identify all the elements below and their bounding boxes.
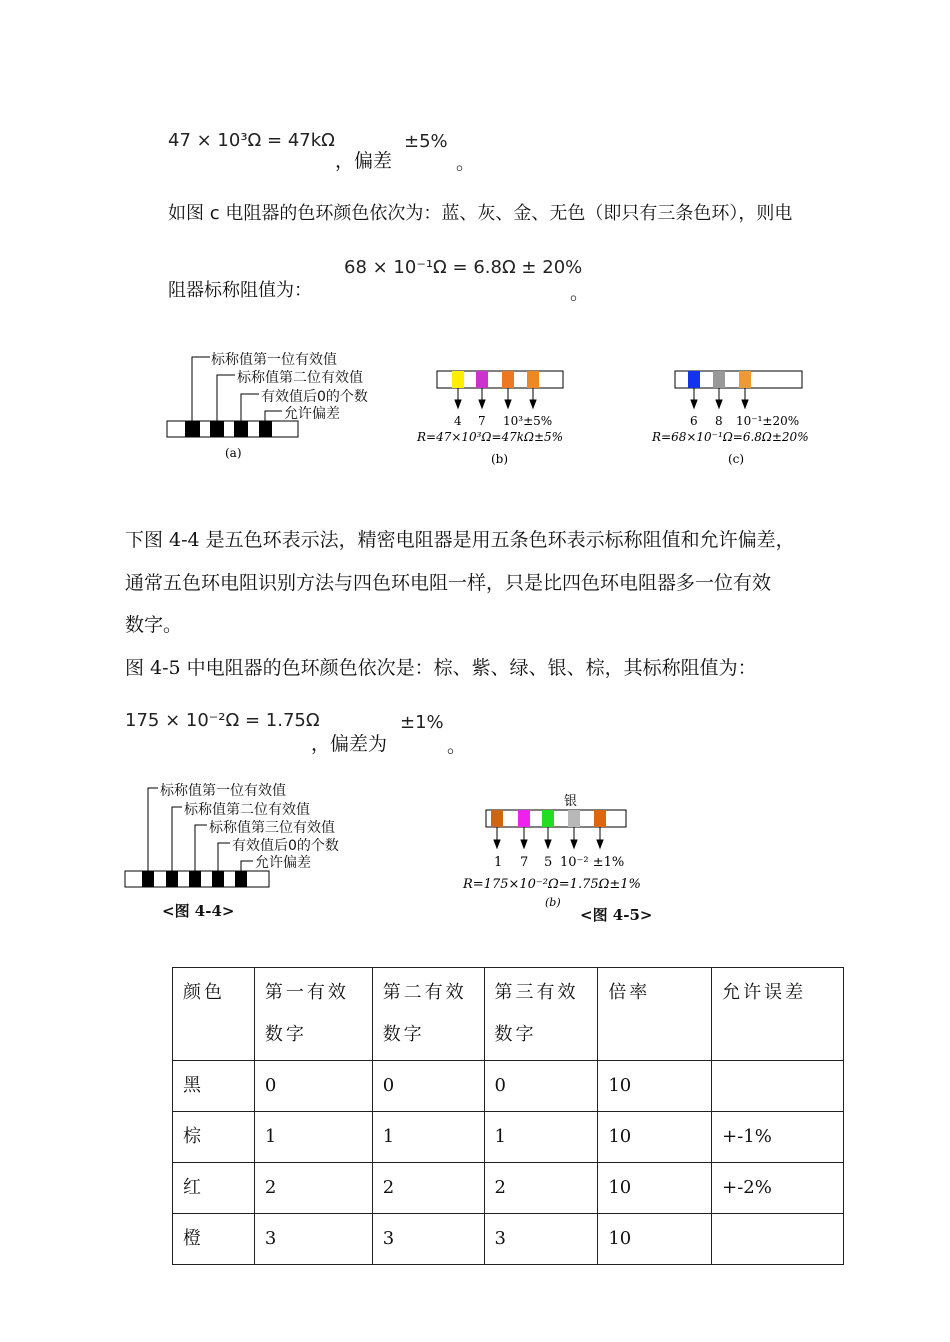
header-digit-1: 第一有效数字	[254, 968, 372, 1061]
table-cell: +-2%	[712, 1163, 844, 1214]
header-digit-2: 第二有效数字	[372, 968, 484, 1061]
fig-c-band-1	[688, 371, 700, 388]
table-cell: 棕	[173, 1112, 255, 1163]
fig-b-band-3	[502, 371, 514, 388]
header-tolerance: 允许误差	[712, 968, 844, 1061]
table-cell: 黑	[173, 1061, 255, 1112]
fig45-band-5	[594, 810, 606, 827]
table-row	[173, 1112, 844, 1163]
header-digit-3: 第三有效数字	[484, 968, 598, 1061]
period: 。	[447, 735, 467, 757]
table-cell: 1	[372, 1112, 484, 1163]
fig45-band-2	[518, 810, 530, 827]
para-five-band-line3: 数字。	[125, 614, 183, 636]
table-cell: 10	[598, 1112, 712, 1163]
fig-a-label-2: 标称值第二位有效值	[237, 370, 363, 386]
table-row	[173, 1163, 844, 1214]
table-cell: 10	[598, 1163, 712, 1214]
table-cell: 3	[484, 1214, 598, 1265]
figure-c	[650, 368, 825, 468]
table-row	[173, 1214, 844, 1265]
fig-b-band-2	[476, 371, 488, 388]
fig-b-digit-3: 10³±5%	[503, 414, 553, 428]
figure-4-5	[460, 790, 650, 910]
para-five-band-line2: 通常五色环电阻识别方法与四色环电阻一样，只是比四色环电阻器多一位有效	[125, 572, 772, 594]
fig-b-digit-2: 7	[478, 414, 486, 428]
table-cell: 0	[254, 1061, 372, 1112]
fig-c-formula: R=68×10⁻¹Ω=6.8Ω±20%	[652, 430, 809, 444]
header-color: 颜色	[173, 968, 255, 1061]
table-cell: 0	[484, 1061, 598, 1112]
para-five-band-line1: 下图 4-4 是五色环表示法，精密电阻器是用五条色环表示标称阻值和允许偏差，	[125, 529, 795, 551]
table-cell: 橙	[173, 1214, 255, 1265]
tolerance-1: ±1%	[400, 712, 444, 733]
table-cell: 10	[598, 1061, 712, 1112]
para-fig-c-line2: 阻器标称阻值为：	[168, 280, 312, 301]
fig-b-digit-1: 4	[454, 414, 462, 428]
fig45-digit-1: 1	[494, 855, 503, 870]
formula-175: 175 × 10⁻²Ω = 1.75Ω	[125, 710, 320, 731]
fig-a-caption: (a)	[225, 446, 242, 460]
fig-c-digit-3: 10⁻¹±20%	[736, 414, 800, 428]
table-cell	[712, 1061, 844, 1112]
period: 。	[570, 282, 590, 304]
fig-b-formula: R=47×10³Ω=47kΩ±5%	[417, 430, 564, 444]
table-cell: 2	[484, 1163, 598, 1214]
fig44-label-4: 有效值后0的个数	[232, 838, 339, 854]
table-cell: 1	[254, 1112, 372, 1163]
table-cell: 红	[173, 1163, 255, 1214]
fig45-caption: <图 4-5>	[580, 906, 653, 924]
fig45-digit-3: 5	[544, 855, 553, 870]
table-cell: 10	[598, 1214, 712, 1265]
color-code-table	[172, 967, 844, 1265]
comma-deviation: ，偏差	[335, 150, 393, 172]
fig44-label-5: 允许偏差	[255, 855, 311, 871]
para-fig-c-line1: 如图 c 电阻器的色环颜色依次为：蓝、灰、金、无色（即只有三条色环），则电	[168, 203, 793, 224]
table-cell: 0	[372, 1061, 484, 1112]
fig-a-label-4: 允许偏差	[284, 406, 340, 422]
header-multiplier: 倍率	[598, 968, 712, 1061]
fig-c-caption: (c)	[728, 452, 745, 466]
fig45-band-1	[491, 810, 503, 827]
table-cell: 2	[254, 1163, 372, 1214]
fig-a-label-3: 有效值后0的个数	[261, 389, 368, 405]
period: 。	[456, 152, 476, 174]
table-row	[173, 1061, 844, 1112]
table-header-row	[173, 968, 844, 1061]
para-fig45-line1: 图 4-5 中电阻器的色环颜色依次是：棕、紫、绿、银、棕，其标称阻值为：	[125, 657, 757, 679]
comma-deviation-2: ，偏差为	[311, 733, 388, 755]
fig-c-band-2	[713, 371, 725, 388]
fig-c-band-3	[739, 371, 751, 388]
table-cell: 3	[254, 1214, 372, 1265]
fig45-band-4	[568, 810, 580, 827]
fig45-band-3	[542, 810, 554, 827]
fig44-label-2: 标称值第二位有效值	[184, 802, 310, 818]
fig-c-digit-2: 8	[715, 414, 723, 428]
fig45-sub: (b)	[545, 896, 561, 909]
fig-c-digit-1: 6	[690, 414, 698, 428]
fig-b-band-1	[452, 371, 464, 388]
fig45-silver-label: 银	[564, 794, 578, 809]
formula-47k: 47 × 10³Ω = 47kΩ	[168, 130, 335, 151]
tolerance-5: ±5%	[404, 131, 448, 152]
fig45-digit-2: 7	[520, 855, 529, 870]
fig-a-label-1: 标称值第一位有效值	[211, 352, 337, 368]
table-cell: 1	[484, 1112, 598, 1163]
table-cell	[712, 1214, 844, 1265]
fig45-digit-4: 10⁻² ±1%	[560, 855, 625, 870]
fig45-formula: R=175×10⁻²Ω=1.75Ω±1%	[463, 877, 641, 892]
table-cell: 3	[372, 1214, 484, 1265]
figure-b	[415, 368, 590, 468]
fig44-label-3: 标称值第三位有效值	[209, 820, 335, 836]
fig-b-caption: (b)	[491, 452, 509, 466]
table-cell: +-1%	[712, 1112, 844, 1163]
formula-68: 68 × 10⁻¹Ω = 6.8Ω ± 20%	[344, 257, 583, 278]
table-cell: 2	[372, 1163, 484, 1214]
fig44-caption: <图 4-4>	[162, 902, 235, 920]
fig-b-band-4	[527, 371, 539, 388]
fig44-label-1: 标称值第一位有效值	[160, 783, 286, 799]
